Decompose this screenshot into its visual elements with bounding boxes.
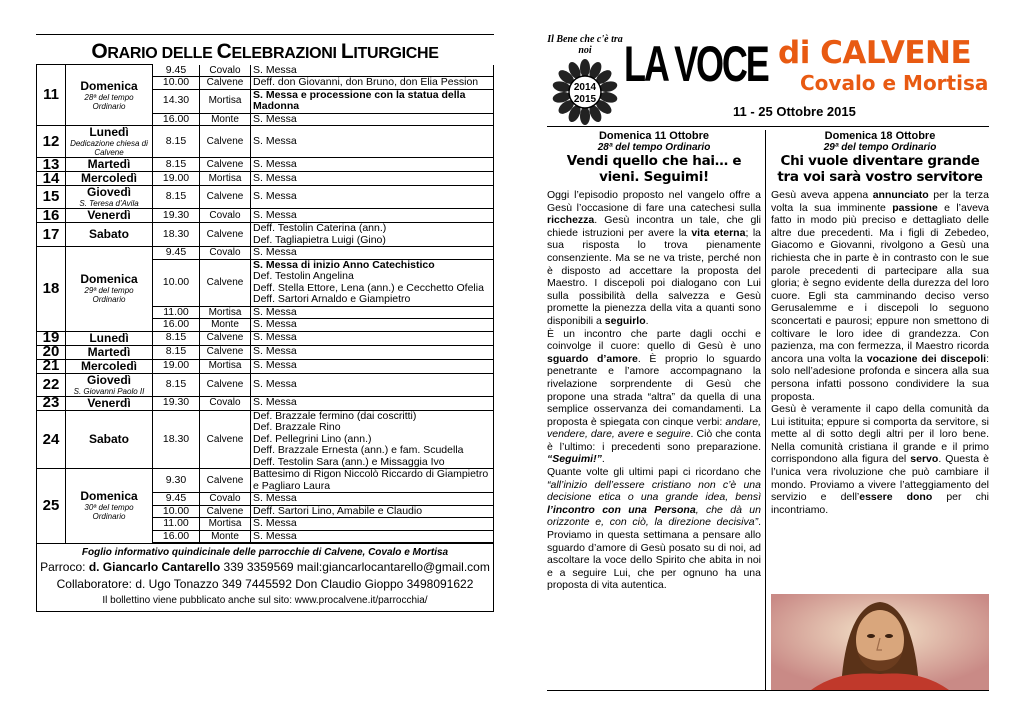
weekday-label: Martedì (87, 345, 131, 359)
parroco-name: d. Giancarlo Cantarello (88, 560, 221, 574)
mass-intention: S. Messa (251, 65, 494, 77)
mass-place: Calvene (200, 259, 251, 306)
mass-place: Mortisa (200, 518, 251, 531)
mass-time: 9.30 (153, 469, 200, 493)
mass-time: 9.45 (153, 493, 200, 506)
liturgical-note: Dedicazione chiesa di Calvene (70, 139, 148, 157)
day-number: 14 (37, 172, 66, 186)
mass-intention: Deff. Sartori Lino, Amabile e Claudio (251, 505, 494, 518)
masthead-covalo-mortisa: Covalo e Mortisa (800, 71, 989, 95)
weekday-label: Sabato (88, 227, 129, 241)
schedule-row (37, 373, 494, 396)
mass-time: 8.15 (153, 126, 200, 158)
bottom-rule (547, 690, 989, 691)
schedule-row (37, 172, 494, 186)
day-name (66, 396, 153, 410)
mass-intention: S. Messa (251, 113, 494, 126)
weekday-label: Giovedì (86, 185, 131, 199)
mass-intention: S. Messa e processione con la statua della Madonna (251, 89, 494, 113)
footer-parroco: Parroco: d. Giancarlo Cantarello 339 3359569 mail:giancarlocantarello@gmail.com (40, 560, 490, 574)
mass-intention: S. Messa (251, 493, 494, 506)
schedule-title: ORARIO DELLE CELEBRAZIONI LITURGICHE (91, 40, 439, 63)
masthead-di-calvene: di CALVENE (778, 35, 972, 71)
mass-time: 8.15 (153, 158, 200, 172)
mass-intention: S. Messa (251, 209, 494, 223)
mass-place: Calvene (200, 223, 251, 247)
schedule-row (37, 331, 494, 345)
mass-place: Covalo (200, 247, 251, 260)
mass-intention: S. Messa (251, 331, 494, 345)
day-name (66, 172, 153, 186)
mass-time: 8.15 (153, 373, 200, 396)
day-number: 22 (37, 373, 66, 396)
mass-time: 10.00 (153, 505, 200, 518)
mass-intention: S. Messa (251, 518, 494, 531)
mass-intention: Battesimo di Rigon Niccolò Riccardo di Giampietro e Pagliaro Laura (251, 469, 494, 493)
flower-logo-icon (547, 56, 623, 126)
article-date: Domenica 11 Ottobre (598, 130, 710, 142)
mass-place: Monte (200, 113, 251, 126)
flower-petal (580, 59, 590, 77)
mass-time: 8.15 (153, 186, 200, 209)
day-number: 24 (37, 410, 66, 469)
mass-place: Mortisa (200, 89, 251, 113)
liturgical-note: S. Teresa d'Avila (79, 199, 139, 208)
day-name (66, 126, 153, 158)
day-number: 13 (37, 158, 66, 172)
mass-place: Calvene (200, 469, 251, 493)
article-title: Vendi quello che hai… e vieni. Seguimi! (566, 153, 742, 185)
schedule-row (37, 359, 494, 373)
mass-intention: S. Messa (251, 396, 494, 410)
top-rule (36, 34, 494, 35)
article-liturgical-sunday: 29ª del tempo Ordinario (823, 142, 937, 153)
schedule-panel (36, 34, 494, 612)
weekday-label: Domenica (80, 489, 138, 504)
mass-place: Mortisa (200, 172, 251, 186)
mass-place: Calvene (200, 331, 251, 345)
weekday-label: Domenica (80, 78, 138, 93)
mass-intention: S. Messa (251, 247, 494, 260)
liturgical-note: 29ª del tempo Ordinario (84, 286, 134, 305)
schedule-row (37, 396, 494, 410)
weekday-label: Mercoledì (80, 171, 137, 185)
logo-badge (547, 34, 623, 128)
mass-time: 9.45 (153, 247, 200, 260)
mass-time: 14.30 (153, 89, 200, 113)
schedule-row (37, 247, 494, 260)
weekday-label: Martedì (87, 157, 131, 171)
article-columns (547, 130, 989, 690)
mass-place: Calvene (200, 505, 251, 518)
day-name (66, 209, 153, 223)
mass-place: Calvene (200, 345, 251, 359)
day-name (66, 469, 153, 543)
badge-year-2015: 2015 (573, 94, 597, 105)
schedule-row (37, 126, 494, 158)
mass-time: 10.00 (153, 77, 200, 90)
weekday-label: Venerdì (87, 396, 131, 410)
day-number: 17 (37, 223, 66, 247)
footer-collaborators: Collaboratore: d. Ugo Tonazzo 349 7445592 Don Claudio Gioppo 3498091622 (56, 577, 474, 591)
day-name (66, 331, 153, 345)
masthead-rule (547, 126, 989, 127)
mass-place: Calvene (200, 77, 251, 90)
day-name (66, 359, 153, 373)
article-oct-18 (771, 130, 989, 690)
liturgical-note: 30ª del tempo Ordinario (84, 503, 134, 522)
mass-intention: Deff. don Giovanni, don Bruno, don Elia Pession (251, 77, 494, 90)
article-header (771, 130, 989, 185)
article-body: Oggi l’episodio proposto nel vangelo offre a Gesù l’occasione di fare una catechesi sulla ricchezza. Gesù incontra un tale, che gli chiede istruzioni per avere la vita eterna; la sua risposta lo trova pienamente consenziente. Ma se ne va triste, perché non è disposto ad accettare la proposta del Maestro. I discepoli poi dialogano con Lui sulla possibilità della salvezza e Gesù promette la pienezza della vita a quanti sono disponibili a seguirlo. È un incontro che parte dagli occhi e coinvolge il cuore: quello di Gesù è uno sguardo d’amore. È proprio lo sguardo penetrante e l’amore accompagnano la rivelazione sorprendente di Gesù che propone una strada “altra” da quella di una semplice osservanza dei comandamenti. La proposta è spiegata con cinque verbi: andare, vendere, dare, avere e seguire. Ciò che conta è l’ultimo: i precedenti sono preparazione. “Seguimi!”. Quante volte gli ultimi papi ci ricordano che “all’inizio dell’essere cristiano non c’è una decisione etica o una grande idea, bensì l’incontro con una Persona, che dà un orizzonte e, con ciò, la direzione decisiva”. Proviamo in questa settimana a pensare allo sguardo d’amore di Gesù posato su di noi, ad ascoltare la voce dello Spirito che abita in noi e a seguire Lui, che per ognuno ha una proposta di vita autentica. (547, 189, 761, 592)
mass-intention: S. Messa di inizio Anno Catechistico Def. Testolin Angelina Deff. Stella Ettore, Lena (ann.) e Cecchetto Ofelia Deff. Sartori Arnaldo e Giampietro (251, 259, 494, 306)
mass-time: 11.00 (153, 518, 200, 531)
weekday-label: Sabato (88, 431, 129, 446)
weekday-label: Lunedì (89, 125, 129, 139)
liturgical-note: 28ª del tempo Ordinario (84, 92, 134, 111)
mass-intention: S. Messa (251, 126, 494, 158)
schedule-row (37, 469, 494, 493)
mass-time: 8.15 (153, 331, 200, 345)
mass-place: Calvene (200, 373, 251, 396)
jesus-portrait-image (771, 594, 989, 690)
article-oct-11 (547, 130, 761, 690)
day-number: 20 (37, 345, 66, 359)
mass-time: 18.30 (153, 410, 200, 469)
mass-intention: S. Messa (251, 319, 494, 332)
badge-slogan: Il Bene che c'è tra noi (547, 34, 623, 56)
masthead (547, 34, 989, 128)
footer-website: Il bollettino viene pubblicato anche sul sito: www.procalvene.it/parrocchia/ (102, 595, 428, 606)
day-number: 18 (37, 247, 66, 332)
day-number: 25 (37, 469, 66, 543)
liturgical-note: S. Giovanni Paolo II (73, 386, 145, 396)
day-name (66, 186, 153, 209)
weekday-label: Domenica (80, 272, 138, 287)
weekday-label: Lunedì (89, 331, 129, 345)
mass-place: Calvene (200, 410, 251, 469)
day-number: 23 (37, 396, 66, 410)
mass-place: Covalo (200, 65, 251, 77)
mass-intention: S. Messa (251, 530, 494, 543)
schedule-row (37, 209, 494, 223)
mass-intention: S. Messa (251, 306, 494, 319)
day-name (66, 345, 153, 359)
mass-time: 10.00 (153, 259, 200, 306)
article-body: Gesù aveva appena annunciato per la terza volta la sua imminente passione e l’aveva fatto in modo più preciso e dettagliato delle altre due precedenti. Ma i figli di Zebedeo, Giacomo e Giovanni, rivolgono a Gesù una richiesta che in parte è in contrasto con le sue parole precedenti di partecipare alla sua gloria; è segno evidente della durezza del loro cuore. Egli sta camminando deciso verso Gerusalemme e i discepoli lo seguono sconcertati e paurosi; eppure non smettono di coltivare le loro idee di grandezza. Con pazienza, ma con fermezza, il Maestro ricorda ancora una volta la vocazione dei discepoli: solo nell’adesione profonda e sincera alla sua persona infatti possono condividere la sua proposta. Gesù è veramente il capo della comunità da Lui istituita; eppure si comporta da servitore, si mette al di sotto degli altri per il loro bene. Nella comunità cristiana il grande e il primo corrispondono alla figura del servo. Questa è l’unica vera rivoluzione che può cambiare il mondo. Proviamo a vivere l’atteggiamento del servizio e dell’essere dono per chi incontriamo. (771, 189, 989, 516)
mass-time: 19.00 (153, 359, 200, 373)
mass-place: Covalo (200, 493, 251, 506)
weekday-label: Giovedì (86, 373, 131, 387)
day-name (66, 247, 153, 332)
column-divider (765, 130, 766, 690)
article-header (547, 130, 761, 185)
mass-time: 16.00 (153, 113, 200, 126)
day-name (66, 223, 153, 247)
mass-intention: S. Messa (251, 186, 494, 209)
weekday-label: Venerdì (87, 208, 131, 222)
day-number: 15 (37, 186, 66, 209)
mass-place: Calvene (200, 186, 251, 209)
mass-intention: Def. Brazzale fermino (dai coscritti) Def. Brazzale Rino Def. Pellegrini Lino (ann.) Deff. Brazzale Ernesta (ann.) e fam. Scudella Deff. Testolin Sara (ann.) e Missaggia Ivo (251, 410, 494, 469)
day-number: 21 (37, 359, 66, 373)
mass-place: Covalo (200, 396, 251, 410)
newsletter-panel (547, 34, 989, 592)
flower-petal (580, 107, 590, 125)
mass-place: Calvene (200, 158, 251, 172)
mass-place: Monte (200, 319, 251, 332)
mass-time: 19.30 (153, 209, 200, 223)
schedule-row (37, 65, 494, 77)
day-name (66, 158, 153, 172)
mass-time: 18.30 (153, 223, 200, 247)
article-title: Chi vuole diventare grande tra voi sarà vostro servitore (777, 153, 983, 185)
mass-intention: S. Messa (251, 158, 494, 172)
schedule-row (37, 410, 494, 469)
mass-time: 9.45 (153, 65, 200, 77)
mass-intention: Deff. Testolin Caterina (ann.) Def. Tagliapietra Luigi (Gino) (251, 223, 494, 247)
day-name (66, 410, 153, 469)
weekday-label: Mercoledì (80, 359, 137, 373)
badge-year-2014: 2014 (573, 82, 597, 93)
mass-time: 16.00 (153, 319, 200, 332)
day-name (66, 65, 153, 126)
mass-intention: S. Messa (251, 345, 494, 359)
schedule-table (36, 64, 494, 543)
mass-intention: S. Messa (251, 373, 494, 396)
mass-time: 11.00 (153, 306, 200, 319)
schedule-row (37, 345, 494, 359)
article-date: Domenica 18 Ottobre (824, 130, 936, 142)
mass-place: Mortisa (200, 306, 251, 319)
masthead-la-voce: LA VOCE (624, 36, 768, 92)
day-name (66, 373, 153, 396)
mass-intention: S. Messa (251, 359, 494, 373)
mass-time: 19.00 (153, 172, 200, 186)
issue-date: 11 - 25 Ottobre 2015 (733, 104, 856, 119)
day-number: 19 (37, 331, 66, 345)
mass-place: Covalo (200, 209, 251, 223)
mass-place: Calvene (200, 126, 251, 158)
mass-time: 16.00 (153, 530, 200, 543)
mass-time: 8.15 (153, 345, 200, 359)
mass-place: Monte (200, 530, 251, 543)
article-liturgical-sunday: 28ª del tempo Ordinario (597, 142, 711, 153)
bulletin-footer (36, 543, 494, 612)
jesus-face-icon (771, 594, 989, 690)
day-number: 11 (37, 65, 66, 126)
schedule-row (37, 158, 494, 172)
day-number: 16 (37, 209, 66, 223)
mass-intention: S. Messa (251, 172, 494, 186)
mass-time: 19.30 (153, 396, 200, 410)
day-number: 12 (37, 126, 66, 158)
schedule-row (37, 223, 494, 247)
mass-place: Mortisa (200, 359, 251, 373)
schedule-row (37, 186, 494, 209)
footer-info: Foglio informativo quindicinale delle parrocchie di Calvene, Covalo e Mortisa (81, 547, 449, 558)
